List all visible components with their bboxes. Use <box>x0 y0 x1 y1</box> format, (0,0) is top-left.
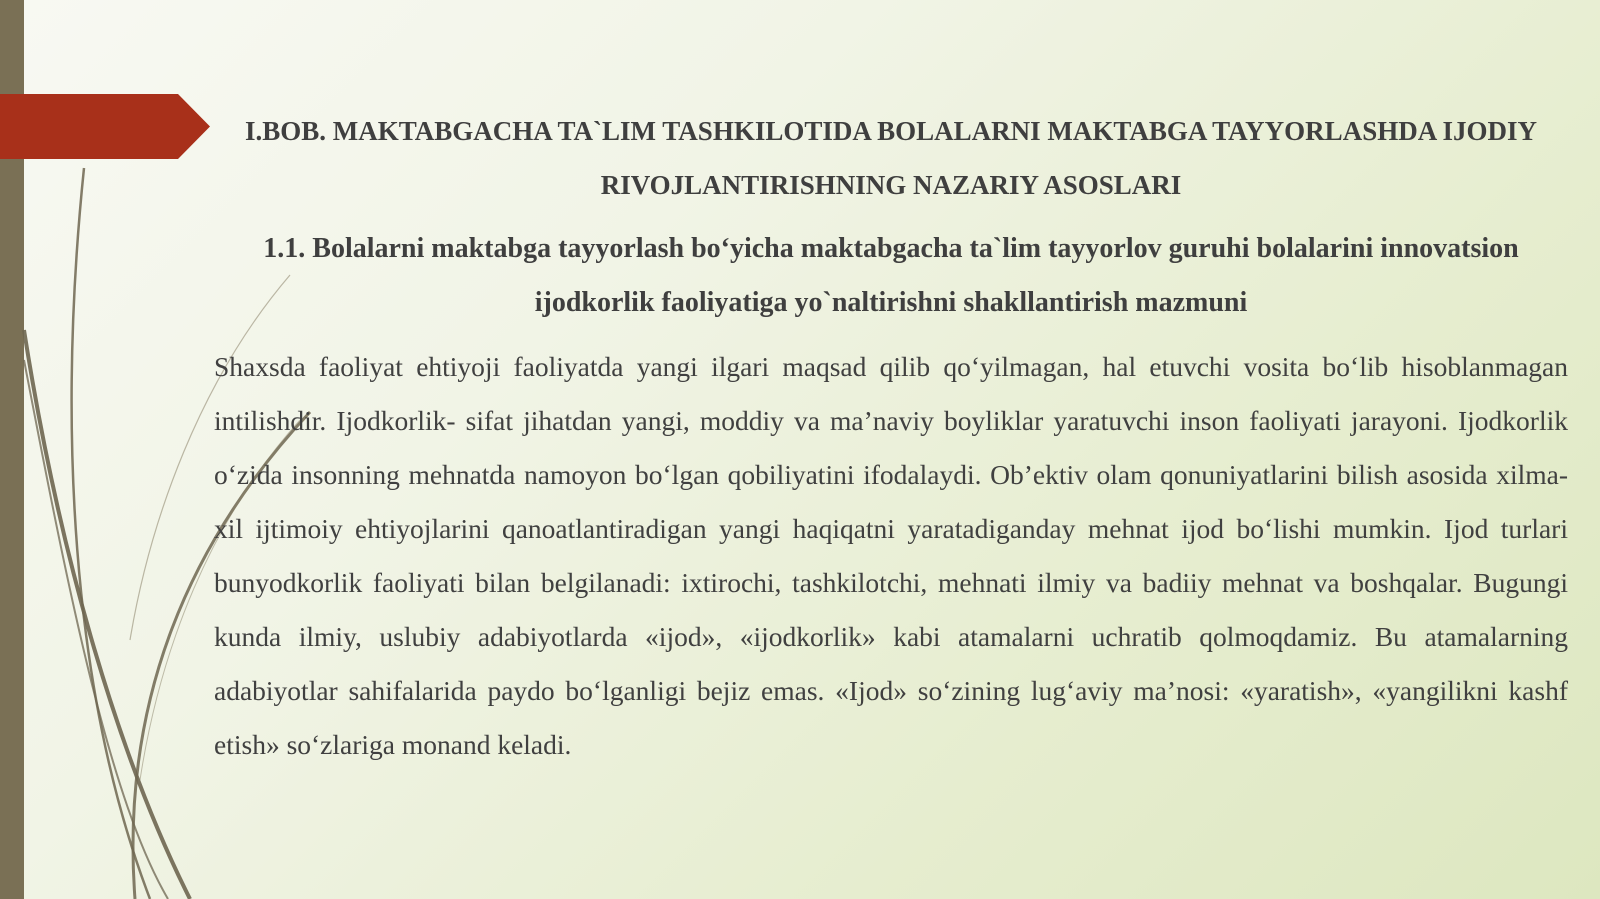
slide-content <box>214 104 1568 772</box>
section-title: 1.1. Bolalarni maktabga tayyorlash bo‘yicha maktabgacha ta`lim tayyorlov guruhi bolalarini innovatsion ijodkorlik faoliyatiga yo`naltirishni shakllantirish mazmuni <box>263 233 1519 318</box>
decor-curve-1 <box>72 168 150 899</box>
decor-curve-2 <box>24 330 190 899</box>
red-title-tab <box>0 94 210 159</box>
decor-curve-3 <box>24 360 168 899</box>
chapter-title: I.BOB. MAKTABGACHA TA`LIM TASHKILOTIDA BOLALARNI MAKTABGA TAYYORLASHDA IJODIY RIVOJLANTIRISHNING NAZARIY ASOSLARI <box>245 116 1537 200</box>
body-paragraph: Shaxsda faoliyat ehtiyoji faoliyatda yangi ilgari maqsad qilib qo‘yilmagan, hal etuvchi vosita bo‘lib hisoblanmagan intilishdir. Ijodkorlik- sifat jihatdan yangi, moddiy va ma’naviy boyliklar yaratuvchi inson faoliyati jarayoni. Ijodkorlik o‘zida insonning mehnatda namoyon bo‘lgan qobiliyatini ifodalaydi. Ob’ektiv olam qonuniyatlarini bilish asosida xilma-xil ijtimoiy ehtiyojlarini qanoatlantiradigan yangi haqiqatni yaratadiganday mehnat ijod bo‘lishi mumkin. Ijod turlari bunyodkorlik faoliyati bilan belgilanadi: ixtirochi, tashkilotchi, mehnati ilmiy va badiiy mehnat va boshqalar. Bugungi kunda ilmiy, uslubiy adabiyotlarda «ijod», «ijodkorlik» kabi atamalarni uchratib qolmoqdamiz. Bu atamalarning adabiyotlar sahifalarida paydo bo‘lganligi bejiz emas. «Ijod» so‘zining lug‘aviy ma’nosi: «yaratish», «yangilikni kashf etish» so‘zlariga monand keladi. <box>214 351 1568 760</box>
